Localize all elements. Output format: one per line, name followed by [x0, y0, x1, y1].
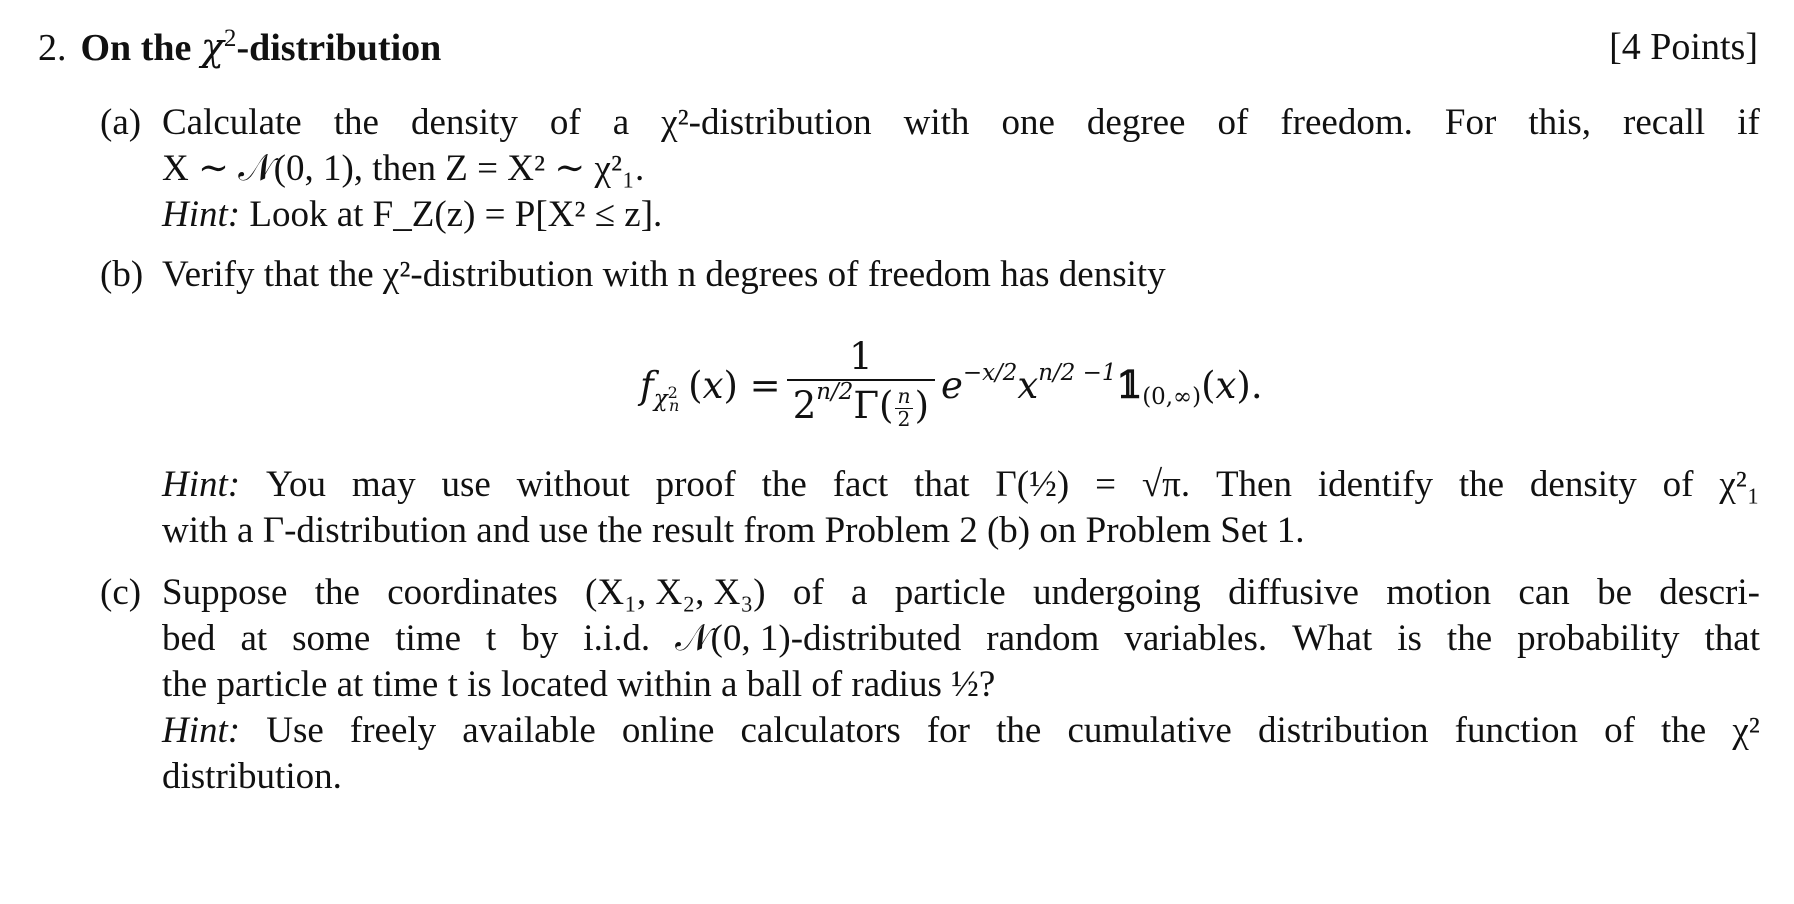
- w: the: [1446, 618, 1493, 659]
- formula-indicator-arg: (x).: [1201, 363, 1263, 407]
- w: this,: [1528, 102, 1592, 143]
- part-c-line2: [162, 616, 1760, 662]
- w: the: [1458, 464, 1505, 505]
- w: χ²₁: [1719, 464, 1760, 505]
- w: the: [761, 464, 807, 505]
- part-c-line1: [162, 570, 1760, 616]
- part-a-line1: [162, 100, 1760, 146]
- w: use: [441, 464, 491, 505]
- part-a-body: [162, 100, 1760, 238]
- w: t: [486, 618, 497, 659]
- w: can: [1518, 572, 1570, 613]
- formula-fraction: [787, 335, 935, 436]
- w: 𝒩(0, 1)-distributed: [675, 618, 962, 659]
- problem-header: [38, 22, 1758, 72]
- w: degree: [1086, 102, 1186, 143]
- formula-subscript: $\chi^2_n$: [653, 382, 680, 415]
- w: What: [1292, 618, 1373, 659]
- part-c-line3: the particle at time t is located within a ball of radius ½?: [162, 664, 996, 705]
- w: freely: [349, 710, 437, 751]
- w: is: [1397, 618, 1422, 659]
- w: fact: [832, 464, 889, 505]
- w: one: [1001, 102, 1055, 143]
- formula-power: $x^{n/2 -1}$: [1017, 360, 1117, 407]
- w: cumulative: [1067, 710, 1232, 751]
- part-b: [100, 252, 1760, 302]
- w: Then: [1215, 464, 1292, 505]
- part-b-text: Verify that the χ²-distribution with n degrees of freedom has density: [162, 254, 1166, 295]
- hint-label: Hint:: [162, 464, 241, 505]
- hint-text: Look at F_Z(z) = P[X² ≤ z].: [240, 194, 663, 235]
- part-b-hint-line1: [162, 462, 1760, 508]
- part-c-label: (c): [100, 572, 142, 613]
- w: particle: [894, 572, 1006, 613]
- w: Suppose: [162, 572, 288, 613]
- w: χ²-distribution: [661, 102, 872, 143]
- w: density: [1529, 464, 1637, 505]
- title-sup: 2: [223, 25, 237, 53]
- part-b-hint-body: [162, 462, 1760, 554]
- w: i.i.d.: [583, 618, 651, 659]
- part-a-line2: X ∼ 𝒩(0, 1), then Z = X² ∼ χ²₁.: [162, 148, 645, 189]
- w: some: [292, 618, 371, 659]
- w: the: [1661, 710, 1707, 751]
- part-a-hint: [162, 192, 1760, 238]
- formula-f: f: [640, 363, 654, 407]
- w: recall: [1623, 102, 1706, 143]
- w: without: [516, 464, 630, 505]
- w: of: [549, 102, 581, 143]
- w: motion: [1386, 572, 1492, 613]
- w: calculators: [740, 710, 901, 751]
- w: if: [1737, 102, 1760, 143]
- w: of: [1662, 464, 1694, 505]
- w: Use: [266, 710, 324, 751]
- fraction-numerator: 1: [849, 334, 873, 378]
- w: freedom.: [1280, 102, 1413, 143]
- w: the: [333, 102, 379, 143]
- part-b-hint: [100, 462, 1760, 562]
- w: descri-: [1659, 572, 1760, 613]
- w: available: [462, 710, 596, 751]
- w: by: [521, 618, 559, 659]
- w: function: [1454, 710, 1578, 751]
- w: probability: [1517, 618, 1680, 659]
- part-c-hint-line2: distribution.: [162, 756, 342, 797]
- hint-label: Hint:: [162, 194, 241, 235]
- formula-indicator-sub: (0,∞): [1142, 384, 1202, 410]
- part-c-hint-line1: [162, 708, 1760, 754]
- w: at: [240, 618, 268, 659]
- w: of: [1217, 102, 1249, 143]
- title-suffix: -distribution: [236, 27, 442, 69]
- w: undergoing: [1032, 572, 1201, 613]
- w: that: [1704, 618, 1760, 659]
- w: random: [986, 618, 1100, 659]
- w: a: [850, 572, 868, 613]
- w: the: [314, 572, 360, 613]
- w: coordinates: [387, 572, 558, 613]
- w: of: [1604, 710, 1635, 751]
- w: bed: [162, 618, 216, 659]
- w: For: [1444, 102, 1497, 143]
- problem-title: [81, 27, 442, 69]
- w: =: [1095, 464, 1116, 505]
- w: for: [926, 710, 971, 751]
- part-c-body: [162, 570, 1760, 800]
- w: variables.: [1124, 618, 1268, 659]
- w: be: [1597, 572, 1632, 613]
- w: density: [410, 102, 518, 143]
- points-label: [4 Points]: [1609, 26, 1758, 68]
- w: the: [996, 710, 1042, 751]
- part-a: [100, 100, 1760, 250]
- part-b-body: [162, 252, 1760, 298]
- w: online: [621, 710, 715, 751]
- part-a-label: (a): [100, 102, 142, 143]
- w: χ²: [1732, 710, 1760, 751]
- part-b-hint-line2: with a Γ-distribution and use the result from Problem 2 (b) on Problem Set 1.: [162, 510, 1305, 551]
- w: √π.: [1141, 464, 1191, 505]
- hint-label: Hint:: [162, 710, 241, 751]
- title-chi: χ: [200, 25, 224, 69]
- w: Calculate: [162, 102, 302, 143]
- formula-exp: $e^{-x/2}$: [941, 360, 1018, 407]
- part-b-label: (b): [100, 254, 144, 295]
- w: proof: [655, 464, 736, 505]
- density-formula: [640, 335, 1263, 435]
- w: Γ(½): [995, 464, 1070, 505]
- title-prefix: On the: [80, 27, 201, 69]
- w: You: [265, 464, 327, 505]
- w: with: [903, 102, 970, 143]
- w: that: [914, 464, 970, 505]
- formula-arg: (x) =: [688, 363, 781, 407]
- w: distribution: [1257, 710, 1429, 751]
- problem-number: 2.: [38, 27, 67, 69]
- formula-indicator: 𝟙: [1116, 363, 1143, 407]
- w: of: [792, 572, 824, 613]
- w: diffusive: [1228, 572, 1359, 613]
- part-c: [100, 570, 1760, 870]
- fraction-denominator: $2^{n/2}\Gamma$( $\frac{n}{2}$ ): [787, 379, 935, 436]
- w: identify: [1317, 464, 1433, 505]
- w: time: [395, 618, 462, 659]
- w: may: [351, 464, 416, 505]
- w: (X₁, X₂, X₃): [585, 572, 766, 613]
- w: a: [612, 102, 630, 143]
